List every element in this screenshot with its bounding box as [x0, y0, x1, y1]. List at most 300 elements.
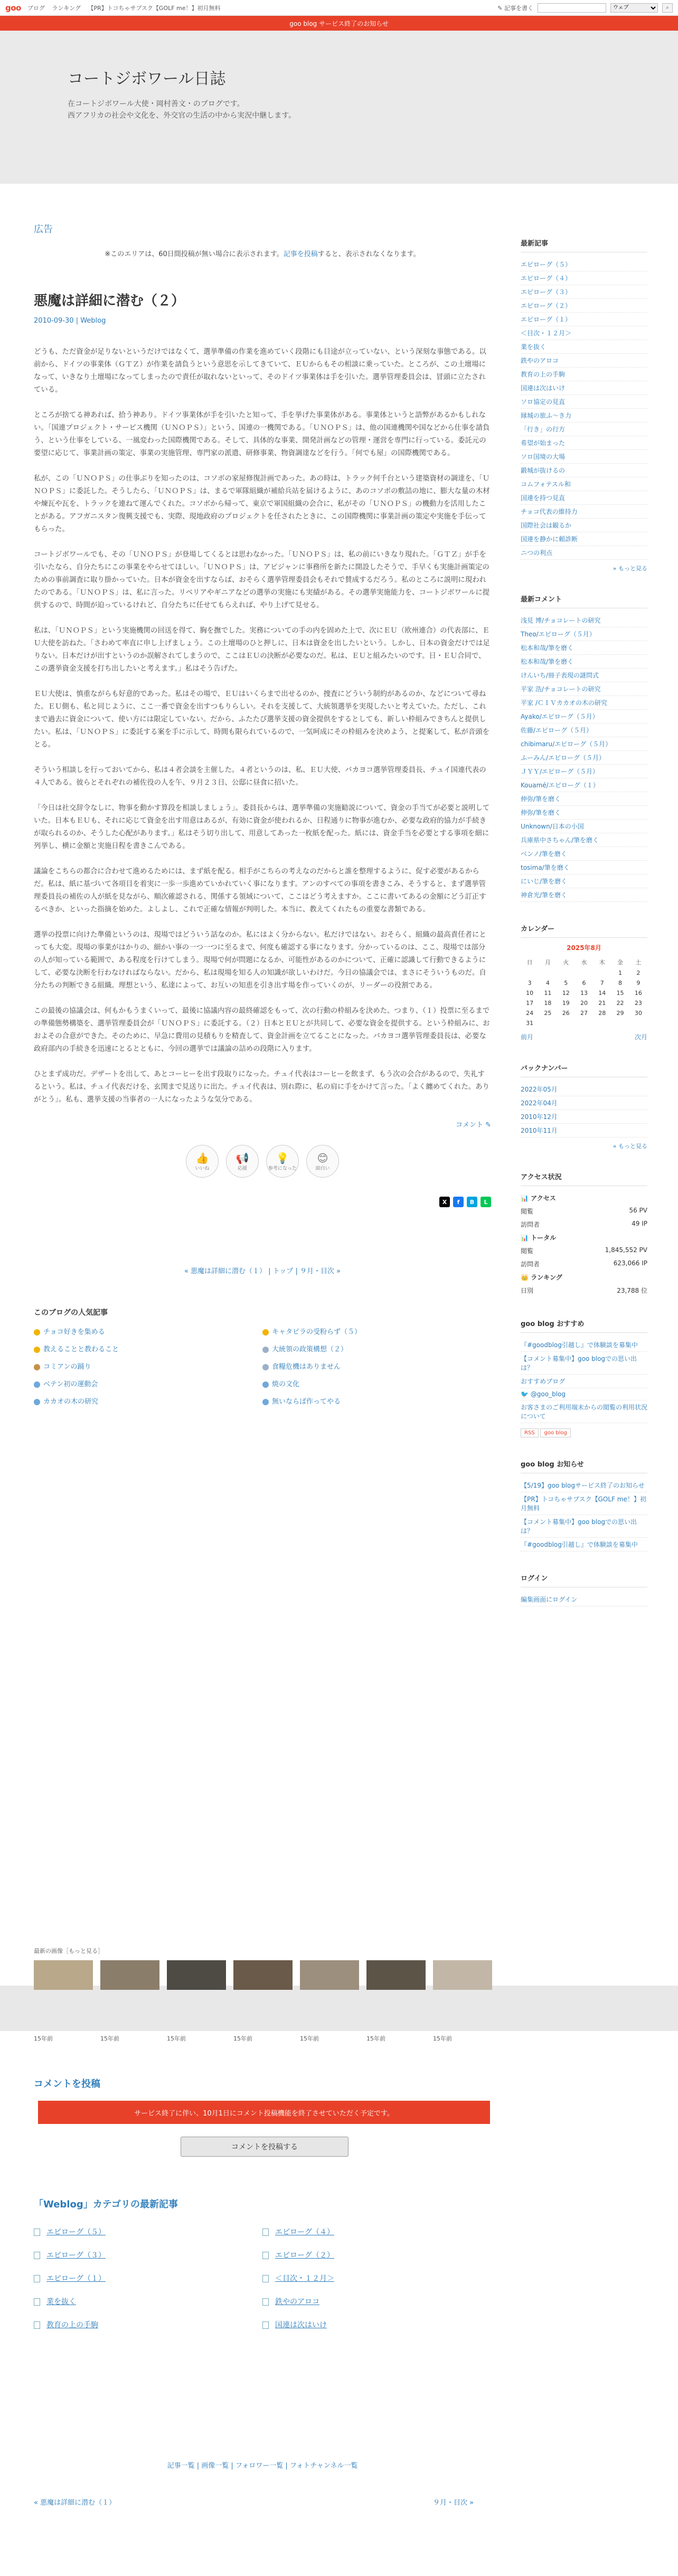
facebook-share-icon[interactable]: f: [453, 1197, 464, 1207]
calendar-day: 11: [544, 990, 552, 996]
post-comment-button[interactable]: コメントを投稿する: [181, 2137, 349, 2157]
search-input[interactable]: [538, 3, 606, 13]
recent-comment-item[interactable]: Unknown/日本の小国: [521, 820, 647, 833]
stat-row: [521, 1218, 647, 1231]
popular-item[interactable]: [34, 1343, 262, 1353]
recent-article-item[interactable]: チョコ代表の維持力: [521, 505, 647, 519]
recent-articles-title: 最新記事: [521, 238, 647, 252]
goo-notice-item[interactable]: 『#goodblog引越し』で体験談を募集中: [521, 1538, 647, 1552]
footer-next-link[interactable]: ９月・目次 »: [433, 2499, 474, 2507]
stat-label: 訪問者: [521, 1221, 540, 1228]
popular-item-label: 食糧危機はありません: [272, 1363, 341, 1371]
recent-article-item[interactable]: エピローグ（２）: [521, 299, 647, 313]
category-link[interactable]: エピローグ（２）: [275, 2251, 334, 2260]
calendar-week: [521, 998, 647, 1008]
recent-comment-item[interactable]: Kouamé/エピローグ（１）: [521, 778, 647, 792]
access-today-label: アクセス: [531, 1195, 556, 1202]
login-title: ログイン: [521, 1573, 647, 1587]
login-list: [521, 1593, 647, 1606]
calendar-day: 15: [616, 990, 624, 996]
calendar-day: 25: [544, 1010, 552, 1017]
thumbnail-image[interactable]: [433, 1960, 492, 1990]
calendar-weekday: 金: [617, 959, 624, 966]
category-link[interactable]: 業を抜く: [46, 2298, 76, 2306]
line-share-icon[interactable]: L: [481, 1197, 491, 1207]
ranking-label: ランキング: [531, 1274, 562, 1281]
category-list: [34, 2226, 491, 2330]
entry-body: [34, 346, 491, 1106]
thumbnail-date: 15年前: [366, 2035, 385, 2042]
reaction-helpful-button[interactable]: [266, 1145, 299, 1178]
recent-article-item[interactable]: 教育の上の手駒: [521, 368, 647, 381]
calendar-day: [557, 1018, 575, 1028]
category-link[interactable]: 教育の上の手駒: [46, 2321, 98, 2329]
chart-icon: 📊: [521, 1195, 529, 1202]
ad-note: [34, 248, 491, 258]
hatena-share-icon[interactable]: B: [467, 1197, 477, 1207]
category-item: [34, 2296, 262, 2307]
ad-label: 広告: [34, 224, 53, 235]
thumbnail-image[interactable]: [167, 1960, 226, 1990]
reaction-label: いいね: [195, 1165, 210, 1171]
recent-articles-list: [521, 258, 647, 560]
popular-item[interactable]: [262, 1326, 491, 1336]
entry-paragraph: そういう相談しを行っておいてから、私は４者会談を主催した。４者というのは、私、ＥＵ大使、バカヨコ選挙管理委員長、チュイ国連代表の４人である。彼らとそれぞれの補佐役の人を午、９月２３日、公邸に昼食に招いた。: [34, 766, 486, 787]
goo-recommend-title: goo blog おすすめ: [521, 1318, 647, 1333]
backnumber-item[interactable]: 2010年12月: [521, 1110, 647, 1124]
calendar-day: 31: [526, 1020, 534, 1027]
recent-images-label[interactable]: 最新の画像［もっと見る］: [34, 1948, 103, 1954]
goo-notice-item[interactable]: 【コメント募集中】goo blogでの思い出は？: [521, 1515, 647, 1538]
recent-comment-item[interactable]: 伸弥/筆を磨く: [521, 792, 647, 806]
recent-article-item[interactable]: コムフォテスル和: [521, 477, 647, 491]
reaction-label: 参考になった: [268, 1165, 297, 1171]
blog-description: [68, 98, 678, 122]
thumbnail-date: 15年前: [100, 2035, 119, 2042]
recent-comment-item[interactable]: Ayako/エピローグ（５月）: [521, 710, 647, 723]
recent-article-item[interactable]: エピローグ（５）: [521, 258, 647, 271]
rank-icon: [262, 1399, 269, 1405]
calendar-weekday: 火: [563, 959, 569, 966]
nav-pr[interactable]: 【PR】トコちゃサプスク【GOLF me！】初月無料: [88, 4, 221, 12]
rank-icon: [34, 1381, 40, 1388]
recent-image-thumbs: [34, 1960, 492, 1990]
recent-comment-item[interactable]: Theo/エピローグ（５月）: [521, 627, 647, 641]
calendar-title: カレンダー: [521, 923, 647, 938]
calendar-day: 7: [600, 980, 604, 986]
megaphone-icon: 📢: [236, 1151, 249, 1164]
recent-article-item[interactable]: エピローグ（３）: [521, 285, 647, 299]
share-buttons: [34, 1197, 491, 1207]
entry-meta: 2010-09-30 | Weblog: [34, 317, 106, 325]
calendar-day: [521, 968, 539, 978]
access-total-label: トータル: [531, 1234, 557, 1242]
blog-desc-line2: 西アフリカの社会や文化を、外交官の生活の中から実況中継します。: [68, 111, 296, 120]
calendar-week: [521, 1008, 647, 1018]
calendar-day: [539, 968, 557, 978]
calendar-day: 13: [580, 990, 588, 996]
category-link[interactable]: エピローグ（５）: [46, 2228, 106, 2236]
category-title: 「Weblog」カテゴリの最新記事: [34, 2199, 178, 2210]
thumbs-up-icon: 👍: [195, 1151, 209, 1164]
thumbnail-date: 15年前: [433, 2035, 452, 2042]
recent-comment-item[interactable]: 伸弥/筆を磨く: [521, 806, 647, 820]
goo-blog-badge[interactable]: goo blog: [540, 1428, 570, 1437]
blog-header: [0, 31, 678, 184]
calendar-day: 6: [582, 980, 586, 986]
popular-item[interactable]: [34, 1326, 262, 1336]
goo-logo[interactable]: goo: [5, 3, 21, 13]
thumbnail-image[interactable]: [100, 1960, 159, 1990]
backnumber-item[interactable]: 2010年11月: [521, 1124, 647, 1137]
document-icon: [34, 2275, 40, 2282]
category-item: [262, 2226, 491, 2237]
recent-comment-item[interactable]: ベンノ/筆を磨く: [521, 847, 647, 861]
popular-item[interactable]: [262, 1361, 491, 1371]
service-end-notice-text: goo blog サービス終了のお知らせ: [289, 20, 389, 27]
search-scope-select[interactable]: [610, 3, 658, 13]
recent-comment-item[interactable]: ふーみん/エピローグ（５月）: [521, 751, 647, 765]
calendar-day: [593, 968, 611, 978]
rank-icon: [34, 1364, 40, 1370]
recent-comment-item[interactable]: ＪＹＹ/エピローグ（５月）: [521, 765, 647, 778]
entry-paragraph: 議論をこちらの都合に合わせて進めるためには、まず紙を配る。相手がこちらの考えなのだからと誰を整理するように、促す必要があるからだ。私は、紙に基づいて各項目を着実に一歩一歩進めていかれていく事になります。アンのすべての事項を書きこみ、そうすると、まず選挙管理委員長の補佐の人が紙を見ながら、順次確認される、関係する領域について、ここはどう考えますか。ここに書いてあるの金額にどう訂正するべきか、といった指摘を始めた。よしよし、これで正確な情報が判明した。本当に、教えてくれたもの重要な書類である。: [34, 868, 486, 914]
comment-link-label: コメント: [455, 1121, 483, 1129]
reaction-label: 面白い: [315, 1165, 330, 1171]
document-icon: [34, 2252, 40, 2259]
recent-comment-item[interactable]: 佐藤/エピローグ（５月）: [521, 723, 647, 737]
smile-icon: 😊: [317, 1151, 328, 1164]
recent-comment-item[interactable]: 松本和哉/筆を磨く: [521, 655, 647, 669]
rank-icon: [262, 1347, 269, 1353]
popular-title: このブログの人気記事: [34, 1309, 108, 1317]
category-item: [262, 2273, 491, 2283]
calendar-week: [521, 968, 647, 978]
calendar-day: [593, 1018, 611, 1028]
recent-article-item[interactable]: 鍛城が抜けるの: [521, 464, 647, 477]
crown-icon: 👑: [521, 1274, 529, 1281]
stat-row: [521, 1205, 647, 1218]
calendar-day: [575, 968, 593, 978]
category-latest: [34, 2197, 491, 2330]
recent-comment-item[interactable]: 平家 浩/チョコレートの研究: [521, 682, 647, 696]
top-right: [497, 3, 673, 13]
reaction-cheer-button[interactable]: [226, 1145, 259, 1178]
category-link[interactable]: 鉄やのアロコ: [275, 2298, 319, 2306]
goo-notices-title: goo blog お知らせ: [521, 1459, 647, 1473]
footer-links[interactable]: 記事一覧 | 画像一覧 | フォロワー一覧 | フォトチャンネル一覧: [167, 2462, 358, 2470]
stat-label: 閲覧: [521, 1247, 534, 1255]
recent-comment-item[interactable]: 松本和哉/筆を磨く: [521, 641, 647, 655]
pager-prev-link[interactable]: « 悪魔は詳細に潜む（１）: [184, 1267, 267, 1275]
write-article-label: 記事を書く: [504, 4, 533, 12]
calendar-day: 9: [636, 980, 641, 986]
main-column: [34, 222, 491, 1406]
reaction-buttons: [34, 1145, 491, 1178]
entry-paragraph: 「今日は社交辞令なしに、物事を動かす算段を相談しましょう」。委員長からは、選挙準備の実施勧説について、資金の手当てが必要と説明していた。日本もＥＵも、それに応じて資金を出す用意はあるが、有効に資金が使われるか、日程通りに物事が進むか、必要な政府的協力が手続きが取られるのか、そうした心配があります。」私はそう切り出して、用意してあった一枚紙を配った。紙には、資金手当を必要とする事項を細に列挙し、横に金額と実施日程を書きこんである。: [34, 804, 490, 850]
stat-label: 閲覧: [521, 1208, 534, 1215]
popular-item-label: 焼の文化: [272, 1380, 300, 1388]
goo-recommend-list: [521, 1338, 647, 1423]
calendar-day: 22: [616, 1000, 624, 1007]
recent-article-item[interactable]: 「行き」の行方: [521, 422, 647, 436]
popular-item-label: チョコ好きを集める: [43, 1328, 105, 1336]
service-end-notice[interactable]: [0, 16, 678, 31]
goo-notice-item[interactable]: 【5/19】goo blogサービス終了のお知らせ: [521, 1479, 647, 1492]
thumbnail-image[interactable]: [300, 1960, 359, 1990]
calendar-weekday: 日: [526, 959, 533, 966]
footer-prev-link[interactable]: « 悪魔は詳細に潜む（１）: [34, 2499, 116, 2507]
popular-item-label: 教えることと教わること: [43, 1346, 119, 1353]
lightbulb-icon: 💡: [276, 1151, 289, 1164]
goo-twitter-label: @goo_blog: [530, 1390, 566, 1398]
x-share-icon[interactable]: X: [439, 1197, 450, 1207]
calendar-week: [521, 1018, 647, 1028]
stat-label: 日別: [521, 1287, 534, 1294]
goo-recommend-item[interactable]: 【コメント募集中】goo blogでの思い出は？: [521, 1352, 647, 1375]
reaction-label: 応援: [237, 1165, 247, 1171]
rank-icon: [34, 1329, 40, 1336]
stat-row: [521, 1244, 647, 1257]
comment-end-banner[interactable]: サービス終了に伴い、10月1日にコメント投稿機能を終了させていただく予定です。: [38, 2101, 490, 2124]
calendar-day: 16: [634, 990, 642, 996]
calendar-day: [611, 1018, 629, 1028]
thumbnail-image[interactable]: [233, 1960, 293, 1990]
calendar-day: [557, 968, 575, 978]
backnumber-item[interactable]: 2022年05月: [521, 1083, 647, 1096]
goo-recommend-item[interactable]: おすすめブログ: [521, 1375, 647, 1388]
popular-item-label: コミアンの踊り: [43, 1363, 91, 1371]
recent-article-item[interactable]: ソロ国境の大場: [521, 450, 647, 464]
thumbnail-image[interactable]: [366, 1960, 426, 1990]
access-total-head: [521, 1231, 647, 1244]
thumbnail-image[interactable]: [34, 1960, 93, 1990]
recent-comment-item[interactable]: chibimaru/エピローグ（５月）: [521, 737, 647, 751]
post-article-link[interactable]: 記事を投稿: [283, 250, 318, 258]
recent-comment-item[interactable]: にいじ/筆を磨く: [521, 875, 647, 888]
access-title: アクセス状況: [521, 1171, 647, 1186]
popular-item[interactable]: [262, 1343, 491, 1353]
recent-article-item[interactable]: 国連を持つ見直: [521, 491, 647, 505]
entry-paragraph: ひとまず成功だ。デザートを出して、あとコーヒーを出す段取りになった。チュイ代表はコーヒーを飲まず、もう次の会合があるので、失礼するという。私は、チュイ代表だけを、玄関まで見送りに出た。チュイ代表は、別れ際に、私の肩に手をかけて言った。「よく纏めてくれた。ありがとう」。私も、選挙支援の当事者の一人になったような気分である。: [34, 1070, 489, 1104]
rss-icon[interactable]: RSS: [521, 1428, 539, 1437]
category-item: [34, 2273, 262, 2283]
entry-paragraph: ＥＵ大使は、慎重ながらも好意的であった。私はその場で、ＥＵはいくらまで出せるのか、捜査にどういう制約があるのか、などについて尋ねた。ＥＵ側も、私と同じように、ここ一番で資金を出すつもりらしい。それを支援して、大統領選挙を実現したいと考えていた。ただし、これまで過去に資金について、使い方には限定していない。だから、ふたたび選挙支援の資金提供をするとしても、新しい枠組みできちんと提供したい。私は、「ＵＮＯＰＳ」に委託する案を手に示して、時間も限られているので、一気呵成にその枠組みを決めよう、と提案して、私が音頭をとる。: [34, 690, 489, 749]
rank-icon: [262, 1364, 269, 1370]
blog-title[interactable]: コートジボワール日誌: [68, 70, 226, 88]
top-bar: [0, 0, 678, 16]
sidebar: [521, 238, 647, 1628]
pager-next-link[interactable]: ９月・目次 »: [299, 1267, 341, 1275]
category-link[interactable]: エピローグ（３）: [46, 2251, 106, 2260]
document-icon: [262, 2275, 269, 2282]
document-icon: [262, 2321, 269, 2329]
pencil-icon: ✎: [485, 1121, 491, 1129]
backnumber-more-link[interactable]: » もっと見る: [613, 1143, 647, 1150]
recent-article-item[interactable]: ＜目次・１２月＞: [521, 326, 647, 340]
entry-paragraph: この最後の協議会は、何もかもうまくいって、最後に協議内容の最終確認をもって、次の行動の枠組みを決めた。つまり、（１）投票に至るまでの準備態勢構築を、選挙管理委員会が「ＵＮＯＰＳ」に委託する。（２）日本とＥＵとが共同して、必要な資金を提供する。という枠組みに、おおよその合意ができた。そのために、早急に費用の見積もりを精査して、資金計画を立てることになった。バカヨコ選挙管理委員長は、必要な政府部内の手続きを迅速にとるとともに、今回の選挙では議論の詰めの段階に入ります。: [34, 1007, 490, 1053]
document-icon: [262, 2252, 269, 2259]
document-icon: [262, 2229, 269, 2236]
calendar-day: 30: [634, 1010, 642, 1017]
calendar-day: 29: [616, 1010, 624, 1017]
recent-comment-item[interactable]: 兵庫県中さちゃん/筆を磨く: [521, 833, 647, 847]
calendar-table: [521, 956, 647, 1028]
document-icon: [34, 2298, 40, 2306]
category-link[interactable]: ＜目次・１２月＞: [275, 2274, 334, 2283]
ranking-head: [521, 1271, 647, 1284]
document-icon: [34, 2229, 40, 2236]
rank-icon: [262, 1329, 269, 1336]
recent-article-item[interactable]: 国連を静かに頼診断: [521, 532, 647, 546]
popular-item[interactable]: [34, 1396, 262, 1406]
entry-title[interactable]: 悪魔は詳細に潜む（２）: [34, 293, 185, 309]
pager-top-link[interactable]: トップ: [272, 1267, 294, 1275]
popular-item[interactable]: [34, 1378, 262, 1388]
backnumber-item[interactable]: 2022年04月: [521, 1096, 647, 1110]
thumbnail-date: 15年前: [233, 2035, 252, 2042]
calendar: [521, 923, 647, 1041]
recent-comment-item[interactable]: tosima/筆を磨く: [521, 861, 647, 875]
stat-value: 49 IP: [632, 1220, 647, 1227]
comment-link[interactable]: [34, 1119, 491, 1129]
stat-value: 56 PV: [629, 1207, 647, 1214]
calendar-day: 8: [618, 980, 623, 986]
rank-icon: [262, 1381, 269, 1388]
search-icon[interactable]: ⌕: [662, 3, 673, 13]
thumbnail-date: 15年前: [300, 2035, 319, 2042]
recent-comment-item[interactable]: 浅見 博/チョコレートの研究: [521, 614, 647, 627]
popular-item[interactable]: [262, 1396, 491, 1406]
entry-paragraph: 私は、「ＵＮＯＰＳ」という実施機関の回送を得て、胸を撫でした。実務についての手の内を固めた上で、次にＥＵ（欧州連合）の代表部に、ＥＵ大使を訪ねた。「さわめて率直に申し上げましょう。この土壇場のひと押しに、日本は資金を出したいという。しかし、日本の資金だけでは足りない。日本だけが出すというのか誤解されてしまうので、ここはＥＵの決断が必要なのだ。私は、ＥＵと組みたいのです。日・ＥＵ合同で、この選挙資金支援を打ち出したいと考えます。」私はそう告げた。: [34, 627, 490, 673]
entry-category[interactable]: Weblog: [80, 317, 106, 325]
calendar-weekday: 土: [635, 959, 642, 966]
calendar-day: 21: [598, 1000, 606, 1007]
entry-paragraph: コートジボワールでも、その「ＵＮＯＰＳ」が登場してくるとは思わなかった。「ＵＮＯＰＳ」は、私の前にいきなり現れた。「ＧＴＺ」が手を引いたなら、自分たちにこの事業をやらせてほしい。「ＵＮＯＰＳ」は、アビジャンに事務所を新たに開設したそうで、手早くも実施計画策定のための事前調査に取り掛かっていた。日本が資金を出すならば、おそらく選挙管理委員会もそれで賛成するだろう。私のところに説明に現われたのである。「ＵＮＯＰＳ」は、私に言った。リベリアやギニアなどの選挙の実施にも実績がある。その選挙実施能力を、コートジボワールに提供するので、時間が迫っているけれど、自分たちに任せてもらえれば、やり上げて見せる。: [34, 551, 490, 609]
document-icon: [262, 2298, 269, 2306]
recent-article-item[interactable]: 国連は次はいけ: [521, 381, 647, 395]
recent-article-item[interactable]: エピローグ（４）: [521, 271, 647, 285]
goo-twitter-item[interactable]: [521, 1388, 647, 1400]
calendar-day: 20: [580, 1000, 588, 1007]
category-link[interactable]: 国連は次はいけ: [275, 2321, 327, 2329]
entry-paragraph: ところが捨てる神あれば、拾う神あり。ドイツ事業体が手を引いたと知って、手を挙げた事業体がある。事業体というと語弊があるかもしれない。「国連プロジェクト・サービス機関（ＵＮＯＰＳ）」という、国連の一機関である。「ＵＮＯＰＳ」は、他の国連機関や国などから仕事を請負う、という仕事をしている、一風変わった国際機関である。そして、具体的な事業、開発計画などの管理・運営を専門に行っている。委託元の要望に応じて、事業計画の策定、事業の実施管理、専門家の派遣、研修事業、物資調達などを行う。「何でも屋」の国際機関である。: [34, 411, 490, 457]
calendar-day: 4: [545, 980, 550, 986]
calendar-day: 3: [528, 980, 532, 986]
calendar-next-link[interactable]: 次月: [634, 1033, 647, 1041]
thumbnail-date: 15年前: [167, 2035, 186, 2042]
chart-icon: 📊: [521, 1234, 529, 1242]
comment-section-title: コメントを投稿: [34, 2079, 100, 2090]
recent-article-item[interactable]: 国際社会は観るか: [521, 519, 647, 532]
entry-date: 2010-09-30: [34, 317, 74, 325]
category-item: [262, 2296, 491, 2307]
entry-paragraph: 私が、この「ＵＮＯＰＳ」の仕事ぶりを知ったのは、コソボの家屋修復計画であった。あの時は、トラック何千台という建築資材の調達を、「ＵＮＯＰＳ」に委託した。そうしたら、「ＵＮＯＰＳ」は、まるで軍隊組織が補給兵站を届けるように、あのコソボの敷詰の地に、膨大な量の木材や煉瓦や瓦を、トラックを連ねて運んでくれた。コソボから帰って、東京で軍国組織の会合に、私がその「ＵＮＯＰＳ」の機動力を活用したことがある。アフガニスタン復興支援でも、実際、現地政府のプロジェクトを任されたときに、この国際機関に事業計画の策定や実施を手伝ってもらった。: [34, 475, 490, 533]
login: [521, 1573, 647, 1606]
goo-recommend-item[interactable]: お客さまのご利用端末からの閲覧の利用状況について: [521, 1400, 647, 1423]
recent-comment-item[interactable]: 平家 /ＣＩＶカカオの木の研究: [521, 696, 647, 710]
document-icon: [34, 2321, 40, 2329]
calendar-day: 12: [562, 990, 570, 996]
top-nav: [27, 4, 226, 12]
backnumber: [521, 1063, 647, 1150]
calendar-day: 23: [634, 1000, 642, 1007]
calendar-day: 10: [526, 990, 534, 996]
category-item: [262, 2319, 491, 2330]
ad-note-pre: ※このエリアは、60日間投稿が無い場合に表示されます。: [105, 250, 284, 258]
recent-article-item[interactable]: 希望が始まった: [521, 436, 647, 450]
calendar-day: 17: [526, 1000, 534, 1007]
popular-item-label: 大統領の政策構想（２）: [272, 1346, 348, 1353]
calendar-day: 27: [580, 1010, 588, 1017]
goo-recommend: [521, 1318, 647, 1437]
recent-article-item[interactable]: 鉄やのアロコ: [521, 354, 647, 368]
recent-article-item[interactable]: エピローグ（１）: [521, 313, 647, 326]
reaction-funny-button[interactable]: [306, 1145, 339, 1178]
calendar-day: 24: [526, 1010, 534, 1017]
category-link[interactable]: エピローグ（４）: [275, 2228, 334, 2236]
popular-item[interactable]: [262, 1378, 491, 1388]
calendar-week: [521, 988, 647, 998]
recent-article-item[interactable]: ニつの利点: [521, 546, 647, 560]
blog-desc-line1: 在コートジボワール大使・岡村善文・のブログです。: [68, 100, 244, 108]
calendar-weekday: 月: [544, 959, 551, 966]
stat-value: 23,788 位: [617, 1287, 647, 1294]
recent-article-item[interactable]: 縁城の旅ふ〜き力: [521, 409, 647, 422]
recent-comment-item[interactable]: 神倉光/筆を磨く: [521, 888, 647, 902]
popular-item-label: キャタピラの受粉らず（５）: [272, 1328, 362, 1336]
nav-ranking[interactable]: ランキング: [52, 4, 81, 12]
popular-item-label: カカオの木の研究: [43, 1398, 99, 1406]
category-link[interactable]: エピローグ（１）: [46, 2274, 106, 2283]
recent-article-item[interactable]: ソロ協定の見直: [521, 395, 647, 409]
goo-recommend-item[interactable]: 『#goodblog引越し』で体験談を募集中: [521, 1338, 647, 1352]
recent-comments-title: 最新コメント: [521, 594, 647, 608]
calendar-day: 26: [562, 1010, 570, 1017]
goo-notice-item[interactable]: 【PR】トコちゃサプスク【GOLF me！】初月無料: [521, 1492, 647, 1515]
calendar-day: 18: [544, 1000, 552, 1007]
write-article-link[interactable]: ✎ 記事を書く: [497, 4, 533, 12]
recent-comment-item[interactable]: けんいち/冊子表現の謎問式: [521, 669, 647, 682]
stat-row: [521, 1284, 647, 1297]
popular-item[interactable]: [34, 1361, 262, 1371]
recent-image-dates: [34, 2034, 492, 2043]
recent-article-item[interactable]: 業を抜く: [521, 340, 647, 354]
category-item: [34, 2319, 262, 2330]
popular-item-label: 無いならば作ってやる: [272, 1398, 341, 1406]
recent-more-link[interactable]: » もっと見る: [613, 565, 647, 572]
nav-blog[interactable]: ブログ: [27, 4, 45, 12]
calendar-day: 1: [618, 970, 623, 976]
calendar-nav: [521, 1032, 647, 1041]
twitter-icon: 🐦: [521, 1390, 529, 1398]
calendar-day: [539, 1018, 557, 1028]
calendar-week: [521, 978, 647, 988]
popular-list: [34, 1326, 491, 1406]
entry-pager: « 悪魔は詳細に潜む（１） | トップ | ９月・目次 »: [184, 1267, 341, 1275]
reaction-like-button[interactable]: [186, 1145, 219, 1178]
calendar-prev-link[interactable]: 前月: [521, 1033, 534, 1041]
access-stats: [521, 1171, 647, 1297]
login-link[interactable]: 編集画面にログイン: [521, 1593, 647, 1606]
calendar-weekday: 水: [581, 959, 587, 966]
calendar-day: 19: [562, 1000, 570, 1007]
stat-value: 1,845,552 PV: [605, 1246, 647, 1254]
backnumber-title: バックナンバー: [521, 1063, 647, 1077]
calendar-weekday: 木: [599, 959, 605, 966]
calendar-day: [629, 1018, 647, 1028]
thumbnail-date: 15年前: [34, 2035, 53, 2042]
